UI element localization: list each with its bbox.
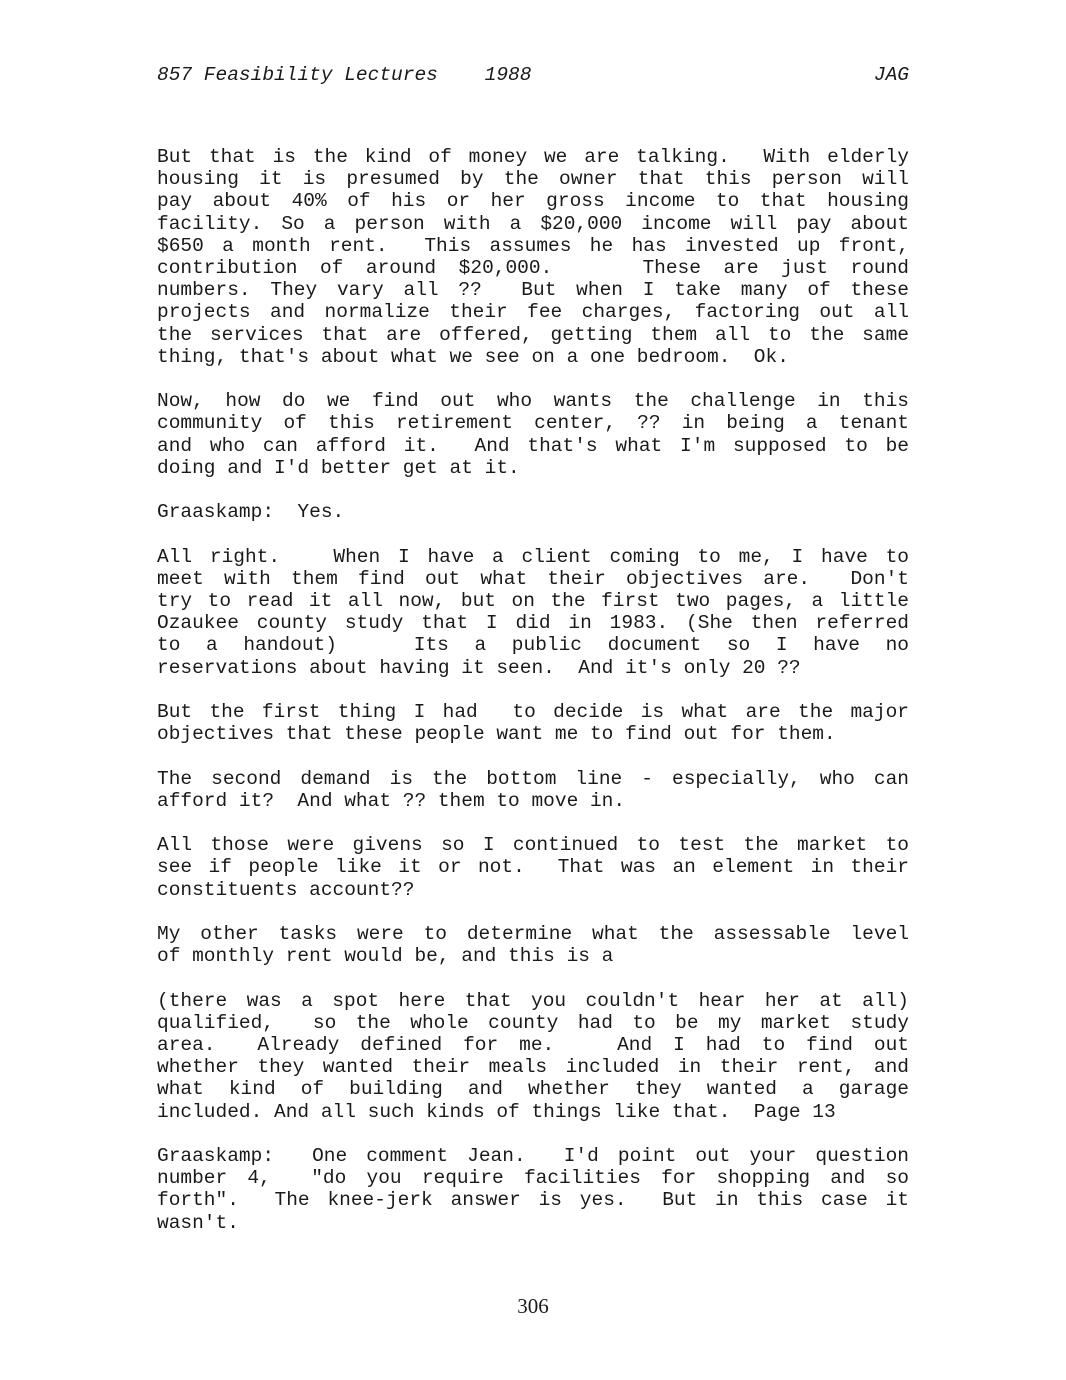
text-line: constituents account?? <box>157 878 415 901</box>
text-line: included. And all such kinds of things like that. Page 13 <box>157 1100 836 1123</box>
text-line: My other tasks were to determine what the assessable level <box>157 923 909 945</box>
text-line: housing it is presumed by the owner that this person will <box>157 168 909 191</box>
paragraph <box>157 768 909 812</box>
paragraph <box>157 501 909 523</box>
text-line: thing, that's about what we see on a one bedroom. Ok. <box>157 345 789 368</box>
text-line: But that is the kind of money we are talking. With elderly <box>157 146 909 168</box>
running-header <box>157 62 909 88</box>
text-line: Now, how do we find out who wants the challenge in this <box>157 390 909 413</box>
text-line: facility. So a person with a $20,000 income will pay about <box>157 212 909 235</box>
paragraph <box>157 146 909 368</box>
header-title: 857 Feasibility Lectures 1988 <box>157 64 532 86</box>
text-line: doing and I'd better get at it. <box>157 456 520 479</box>
text-line: forth". The knee-jerk answer is yes. But in this case it <box>157 1189 909 1212</box>
text-line: whether they wanted their meals included in their rent, and <box>157 1056 909 1079</box>
paragraph <box>157 390 909 479</box>
document-body <box>157 146 909 1256</box>
text-line: pay about 40% of his or her gross income to that housing <box>157 190 909 213</box>
text-line: qualified, so the whole county had to be my market study <box>157 1011 909 1034</box>
text-line: what kind of building and whether they wanted a garage <box>157 1078 909 1101</box>
text-line: and who can afford it. And that's what I'm supposed to be <box>157 434 909 457</box>
text-line: meet with them find out what their objectives are. Don't <box>157 567 909 590</box>
text-line: area. Already defined for me. And I had to find out <box>157 1034 909 1056</box>
text-line: try to read it all now, but on the first two pages, a little <box>157 590 909 613</box>
paragraph <box>157 546 909 679</box>
text-line: afford it? And what ?? them to move in. <box>157 789 626 812</box>
text-line: projects and normalize their fee charges, factoring out all <box>157 301 909 324</box>
text-line: wasn't. <box>157 1211 239 1234</box>
text-line: reservations about having it seen. And it's only 20 ?? <box>157 656 801 679</box>
text-line: community of this retirement center, ?? in being a tenant <box>157 412 909 435</box>
text-line: All those were givens so I continued to test the market to <box>157 834 909 857</box>
text-line: Ozaukee county study that I did in 1983. (She then referred <box>157 612 909 635</box>
text-line: $650 a month rent. This assumes he has invested up front, <box>157 234 909 257</box>
paragraph <box>157 1145 909 1234</box>
paragraph <box>157 834 909 901</box>
paragraph <box>157 990 909 1123</box>
text-line: All right. When I have a client coming to me, I have to <box>157 545 909 568</box>
text-line: the services that are offered, getting them all to the same <box>157 323 909 346</box>
text-line: number 4, "do you require facilities for shopping and so <box>157 1167 909 1190</box>
text-line: But the first thing I had to decide is what are the major <box>157 701 909 724</box>
header-initials: JAG <box>873 64 909 86</box>
text-line: (there was a spot here that you couldn't hear her at all) <box>157 989 909 1012</box>
text-line: Graaskamp: Yes. <box>157 501 345 524</box>
text-line: The second demand is the bottom line - especially, who can <box>157 767 909 790</box>
text-line: to a handout) Its a public document so I have no <box>157 634 909 657</box>
text-line: numbers. They vary all ?? But when I take many of these <box>157 279 909 302</box>
text-line: of monthly rent would be, and this is a <box>157 945 614 968</box>
text-line: Graaskamp: One comment Jean. I'd point out your question <box>157 1145 909 1167</box>
text-line: see if people like it or not. That was an element in their <box>157 856 909 879</box>
page-number: 306 <box>517 1294 549 1318</box>
text-line: contribution of around $20,000. These are just round <box>157 257 909 280</box>
paragraph <box>157 923 909 967</box>
paragraph <box>157 701 909 745</box>
text-line: objectives that these people want me to find out for them. <box>157 723 836 746</box>
